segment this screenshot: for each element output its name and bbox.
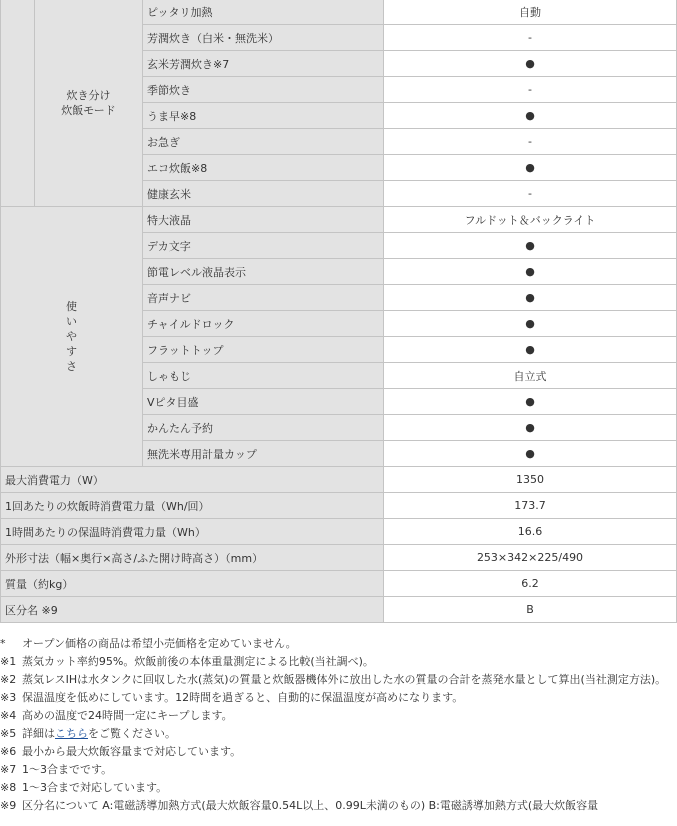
spec-row: [1, 519, 677, 545]
footnote-mark: ※2: [0, 673, 17, 686]
footnote: [0, 653, 677, 671]
footnote-mark: ※5: [0, 727, 17, 740]
spec-label: 無洗米専用計量カップ: [143, 441, 384, 467]
spec-label: 1回あたりの炊飯時消費電力量（Wh/回）: [1, 493, 384, 519]
spec-label: 音声ナビ: [143, 285, 384, 311]
group-label-cooking-mode: 炊き分け 炊飯モード: [35, 0, 143, 207]
spec-label: 質量（約kg）: [1, 571, 384, 597]
spec-value: 自立式: [384, 363, 677, 389]
spec-value: ●: [384, 415, 677, 441]
spec-label: フラットトップ: [143, 337, 384, 363]
spec-label: Vピタ目盛: [143, 389, 384, 415]
spec-value: -: [384, 77, 677, 103]
group-spacer: [1, 0, 35, 207]
spec-label: 外形寸法（幅×奥行×高さ/ふた開け時高さ）（mm）: [1, 545, 384, 571]
footnote: [0, 707, 677, 725]
footnote-text: 高めの温度で24時間一定にキープします。: [22, 709, 233, 722]
spec-value: ●: [384, 233, 677, 259]
spec-label: 芳潤炊き（白米・無洗米）: [143, 25, 384, 51]
spec-label: デカ文字: [143, 233, 384, 259]
spec-value: B: [384, 597, 677, 623]
footnote-text: 1～3合まで対応しています。: [22, 781, 168, 794]
footnote-text: 詳細はこちらをご覧ください。: [22, 727, 176, 740]
footnote: [0, 743, 677, 761]
spec-value: 173.7: [384, 493, 677, 519]
spec-value: ●: [384, 337, 677, 363]
details-link[interactable]: こちら: [55, 727, 88, 740]
spec-row: [1, 0, 677, 25]
footnote: [0, 671, 677, 689]
spec-label: 玄米芳潤炊き※7: [143, 51, 384, 77]
spec-value: 6.2: [384, 571, 677, 597]
spec-value: -: [384, 129, 677, 155]
spec-row: [1, 545, 677, 571]
spec-row: [1, 207, 677, 233]
spec-value: 16.6: [384, 519, 677, 545]
spec-label: かんたん予約: [143, 415, 384, 441]
spec-label: しゃもじ: [143, 363, 384, 389]
spec-label: お急ぎ: [143, 129, 384, 155]
spec-row: [1, 493, 677, 519]
footnote-text: 蒸気カット率約95%。炊飯前後の本体重量測定による比較(当社調べ)。: [22, 655, 374, 668]
footnote-mark: ※7: [0, 763, 17, 776]
footnote-text: 1～3合までです。: [22, 763, 113, 776]
spec-label: チャイルドロック: [143, 311, 384, 337]
spec-label: 季節炊き: [143, 77, 384, 103]
footnotes: [0, 635, 677, 815]
footnote-mark: ※8: [0, 781, 17, 794]
footnote-text: 区分名について A:電磁誘導加熱方式(最大炊飯容量0.54L以上、0.99L未満のもの) B:電磁誘導加熱方式(最大炊飯容量: [22, 799, 599, 812]
footnote-mark: ※3: [0, 691, 17, 704]
footnote: [0, 797, 677, 815]
spec-label: 区分名 ※9: [1, 597, 384, 623]
spec-value: ●: [384, 311, 677, 337]
spec-label: エコ炊飯※8: [143, 155, 384, 181]
spec-value: ●: [384, 441, 677, 467]
footnote: [0, 761, 677, 779]
spec-value: -: [384, 181, 677, 207]
spec-label: 特大液晶: [143, 207, 384, 233]
spec-label: うま早※8: [143, 103, 384, 129]
spec-label: ピッタリ加熱: [143, 0, 384, 25]
footnote-text: 保温温度を低めにしています。12時間を過ぎると、自動的に保温温度が高めになります。: [22, 691, 464, 704]
spec-value: 253×342×225/490: [384, 545, 677, 571]
footnote-text: オープン価格の商品は希望小売価格を定めていません。: [22, 637, 297, 650]
spec-label: 健康玄米: [143, 181, 384, 207]
spec-row: [1, 597, 677, 623]
footnote: [0, 779, 677, 797]
spec-value: -: [384, 25, 677, 51]
spec-value: 自動: [384, 0, 677, 25]
spec-value: 1350: [384, 467, 677, 493]
spec-value: ●: [384, 155, 677, 181]
footnote-text: 最小から最大炊飯容量まで対応しています。: [22, 745, 242, 758]
footnote-mark: ※4: [0, 709, 17, 722]
spec-value: ●: [384, 259, 677, 285]
spec-row: [1, 571, 677, 597]
spec-value: ●: [384, 285, 677, 311]
spec-label: 節電レベル液晶表示: [143, 259, 384, 285]
spec-row: [1, 467, 677, 493]
footnote: [0, 725, 677, 743]
footnote-mark: ※1: [0, 655, 17, 668]
spec-value: ●: [384, 389, 677, 415]
footnote-mark: *: [0, 637, 6, 650]
spec-label: 1時間あたりの保温時消費電力量（Wh）: [1, 519, 384, 545]
footnote-text: 蒸気レスIHは水タンクに回収した水(蒸気)の質量と炊飯器機体外に放出した水の質量の合計を蒸発水量として算出(当社測定方法)。: [22, 673, 667, 686]
footnote-mark: ※6: [0, 745, 17, 758]
group-label-usability: 使いやすさ: [1, 207, 143, 467]
footnote: [0, 635, 677, 653]
spec-value: ●: [384, 103, 677, 129]
footnote: [0, 689, 677, 707]
footnote-mark: ※9: [0, 799, 17, 812]
spec-value: フルドット＆バックライト: [384, 207, 677, 233]
spec-value: ●: [384, 51, 677, 77]
spec-label: 最大消費電力（W）: [1, 467, 384, 493]
